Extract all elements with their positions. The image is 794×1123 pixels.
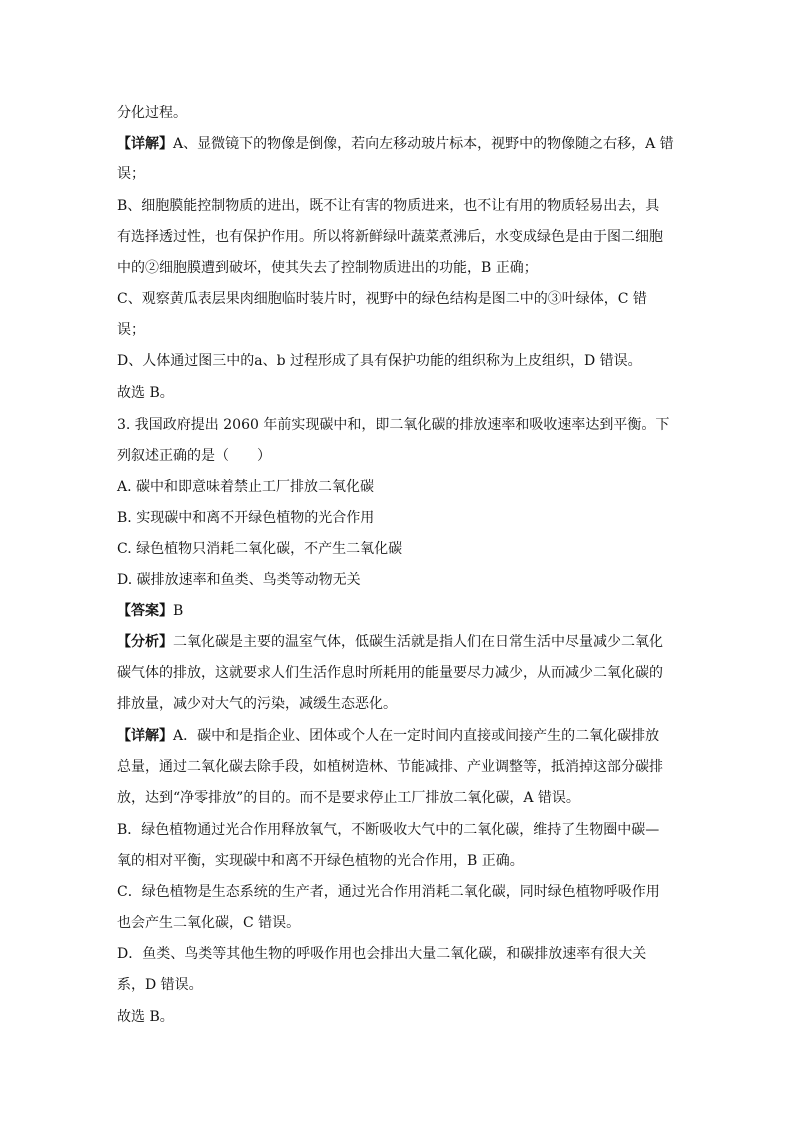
text-line: 系，D 错误。 [117,977,203,993]
text-line: 分化过程。 [117,105,187,121]
section-tag: 【答案】 [117,603,173,619]
text-line: 总量，通过二氧化碳去除手段，如植树造林、节能减排、产业调整等，抵消掉这部分碳排 [117,759,663,775]
answer-line: 【答案】B [117,603,184,619]
section-tag: 【详解】 [117,728,173,744]
text-line: 故选 B。 [117,1009,174,1025]
text-line: 也会产生二氧化碳，C 错误。 [117,915,301,931]
text-line: 氧的相对平衡，实现碳中和离不开绿色植物的光合作用，B 正确。 [117,853,524,869]
text-line: 有选择透过性，也有保护作用。所以将新鲜绿叶蔬菜煮沸后，水变成绿色是由于图二细胞 [117,229,663,245]
text-line: 中的②细胞膜遭到破坏，使其失去了控制物质进出的功能，B 正确； [117,260,538,276]
text-line: 碳气体的排放，这就要求人们生活作息时所耗用的能量要尽力减少，从而减少二氧化碳的 [117,665,663,681]
section-tag: 【详解】 [117,136,173,152]
option-a: A. 碳中和即意味着禁止工厂排放二氧化碳 [117,479,375,495]
text-line: D、人体通过图三中的a、b 过程形成了具有保护功能的组织称为上皮组织，D 错误。 [117,353,642,369]
text-line: 故选 B。 [117,385,174,401]
text-line: 放，达到“净零排放”的目的。而不是要求停止工厂排放二氧化碳，A 错误。 [117,790,580,806]
text-line: 【详解】A、显微镜下的物像是倒像，若向左移动玻片标本，视野中的物像随之右移，A 错 [117,136,674,152]
text-line: 误； [117,166,145,182]
text-line: 误； [117,322,145,338]
text-line: 【分析】二氧化碳是主要的温室气体，低碳生活就是指人们在日常生活中尽量减少二氧化 [117,634,663,650]
text-line: C、观察黄瓜表层果肉细胞临时装片时，视野中的绿色结构是图二中的③叶绿体，C 错 [117,291,647,307]
text-line: D．鱼类、鸟类等其他生物的呼吸作用也会排出大量二氧化碳，和碳排放速率有很大关 [117,946,647,962]
option-c: C. 绿色植物只消耗二氧化碳，不产生二氧化碳 [117,541,403,557]
section-tag: 【分析】 [117,634,173,650]
option-d: D. 碳排放速率和鱼类、鸟类等动物无关 [117,572,361,588]
text-line: B、细胞膜能控制物质的进出，既不让有害的物质进来，也不让有用的物质轻易出去，具 [117,198,660,214]
question-stem: 3. 我国政府提出 2060 年前实现碳中和，即二氧化碳的排放速率和吸收速率达到平衡。下 [117,417,670,433]
text-line: 【详解】A．碳中和是指企业、团体或个人在一定时间内直接或间接产生的二氧化碳排放 [117,728,660,744]
text-line: C．绿色植物是生态系统的生产者，通过光合作用消耗二氧化碳，同时绿色植物呼吸作用 [117,884,660,900]
text-line: 排放量，减少对大气的污染，减缓生态恶化。 [117,696,397,712]
text-line: B．绿色植物通过光合作用释放氧气，不断吸收大气中的二氧化碳，维持了生物圈中碳— [117,822,660,838]
option-b: B. 实现碳中和离不开绿色植物的光合作用 [117,510,375,526]
question-stem: 列叙述正确的是（ ） [117,448,271,464]
